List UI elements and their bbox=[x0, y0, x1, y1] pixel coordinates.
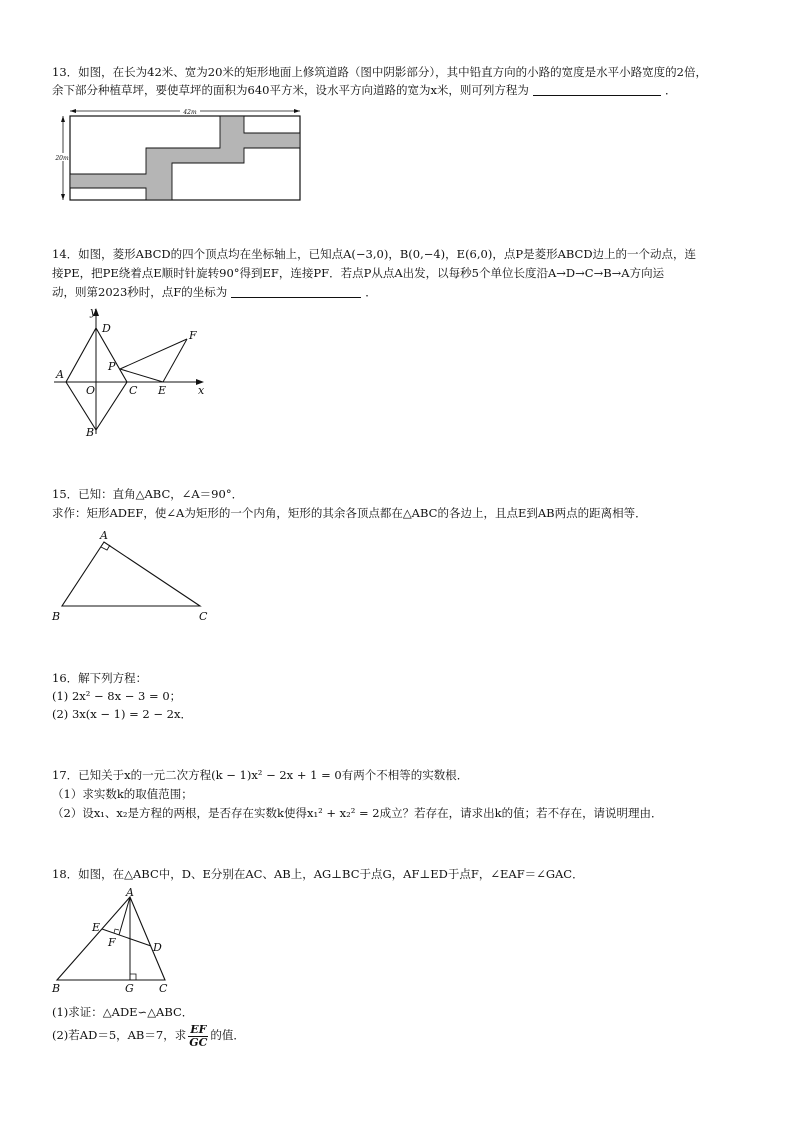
q18-line1: 18．如图，在△ABC中，D、E分别在AC、AB上，AG⊥BC于点G，AF⊥ED于点F，∠EAF＝∠GAC． bbox=[52, 867, 584, 881]
q18-fraction-denominator: GC bbox=[189, 1035, 208, 1049]
q14-label-O: O bbox=[86, 384, 96, 397]
q13-answer-blank[interactable] bbox=[533, 83, 661, 96]
q14-line3 bbox=[52, 284, 377, 300]
q18-figure bbox=[50, 888, 180, 998]
q13-line2 bbox=[52, 82, 676, 98]
q13-width-label: 20m bbox=[55, 155, 69, 162]
q18-line2: (1)求证：△ADE∽△ABC． bbox=[52, 1005, 194, 1019]
q15-line1: 15．已知：直角△ABC，∠A＝90°． bbox=[52, 487, 244, 501]
q14-label-A: A bbox=[56, 368, 64, 381]
q14-figure bbox=[50, 306, 220, 446]
q17-line3: （2）设x₁、x₂是方程的两根，是否存在实数k使得x₁² + x₂² = 2成立？若存在，请求出k的值；若不存在，请说明理由． bbox=[52, 806, 663, 820]
q15-label-B: B bbox=[52, 610, 61, 623]
q18-line3 bbox=[52, 1022, 245, 1049]
q13-line2-end: ． bbox=[664, 83, 677, 97]
q15-label-A: A bbox=[100, 529, 108, 542]
q13-figure bbox=[50, 104, 310, 204]
q14-label-x: x bbox=[198, 384, 205, 397]
q14-line2: 接PE，把PE绕着点E顺时针旋转90°得到EF，连接PF．若点P从点A出发，以每秒5个单位长度沿A→D→C→B→A方向运 bbox=[52, 266, 665, 280]
q16-line2: (1) 2x² − 8x − 3 = 0； bbox=[52, 689, 182, 703]
q18-fraction-numerator: EF bbox=[190, 1022, 207, 1036]
q14-label-E: E bbox=[158, 384, 167, 397]
q18-label-A: A bbox=[126, 886, 134, 899]
q18-label-F: F bbox=[108, 936, 116, 949]
q18-label-D: D bbox=[153, 941, 162, 954]
q14-label-B: B bbox=[86, 426, 95, 439]
q14-line3-end: ． bbox=[365, 285, 377, 299]
q14-line1: 14．如图，菱形ABCD的四个顶点均在坐标轴上，已知点A(−3,0)，B(0,−4)，E(6,0)，点P是菱形ABCD边上的一个动点，连 bbox=[52, 247, 697, 261]
q17-line2: （1）求实数k的取值范围； bbox=[52, 787, 193, 801]
q13-line2-text: 余下部分种植草坪，要使草坪的面积为640平方米，设水平方向道路的宽为x米，则可列方程为 bbox=[52, 83, 529, 97]
q15-figure bbox=[50, 528, 220, 628]
q16-line1: 16．解下列方程： bbox=[52, 671, 148, 685]
q16-line3: (2) 3x(x − 1) = 2 − 2x． bbox=[52, 707, 192, 721]
q13-line1: 13．如图，在长为42米、宽为20米的矩形地面上修筑道路（图中阴影部分），其中铅直方向的小路的宽度是水平小路宽度的2倍， bbox=[52, 65, 707, 79]
q14-label-P: P bbox=[108, 360, 116, 373]
q14-label-D: D bbox=[102, 322, 111, 335]
q14-label-C: C bbox=[129, 384, 138, 397]
q15-line2: 求作：矩形ADEF，使∠A为矩形的一个内角，矩形的其余各顶点都在△ABC的各边上，且点E到AB两点的距离相等． bbox=[52, 506, 647, 520]
q15-label-C: C bbox=[199, 610, 208, 623]
q14-label-F: F bbox=[189, 329, 197, 342]
q14-line3-text: 动，则第2023秒时，点F的坐标为 bbox=[52, 285, 228, 299]
q18-label-E: E bbox=[92, 921, 101, 934]
q17-line1: 17．已知关于x的一元二次方程(k − 1)x² − 2x + 1 = 0有两个不相等的实数根． bbox=[52, 768, 469, 782]
q18-fraction bbox=[188, 1024, 208, 1049]
q18-line3-post: 的值． bbox=[210, 1028, 245, 1042]
q13-length-label: 42m bbox=[183, 109, 197, 116]
q14-answer-blank[interactable] bbox=[231, 285, 361, 298]
q14-label-y: y bbox=[90, 305, 97, 318]
q18-label-B: B bbox=[52, 982, 61, 995]
q18-label-C: C bbox=[159, 982, 168, 995]
q18-label-G: G bbox=[125, 982, 134, 995]
q18-line3-pre: (2)若AD＝5，AB＝7，求 bbox=[52, 1028, 187, 1042]
q15-triangle bbox=[62, 542, 200, 606]
